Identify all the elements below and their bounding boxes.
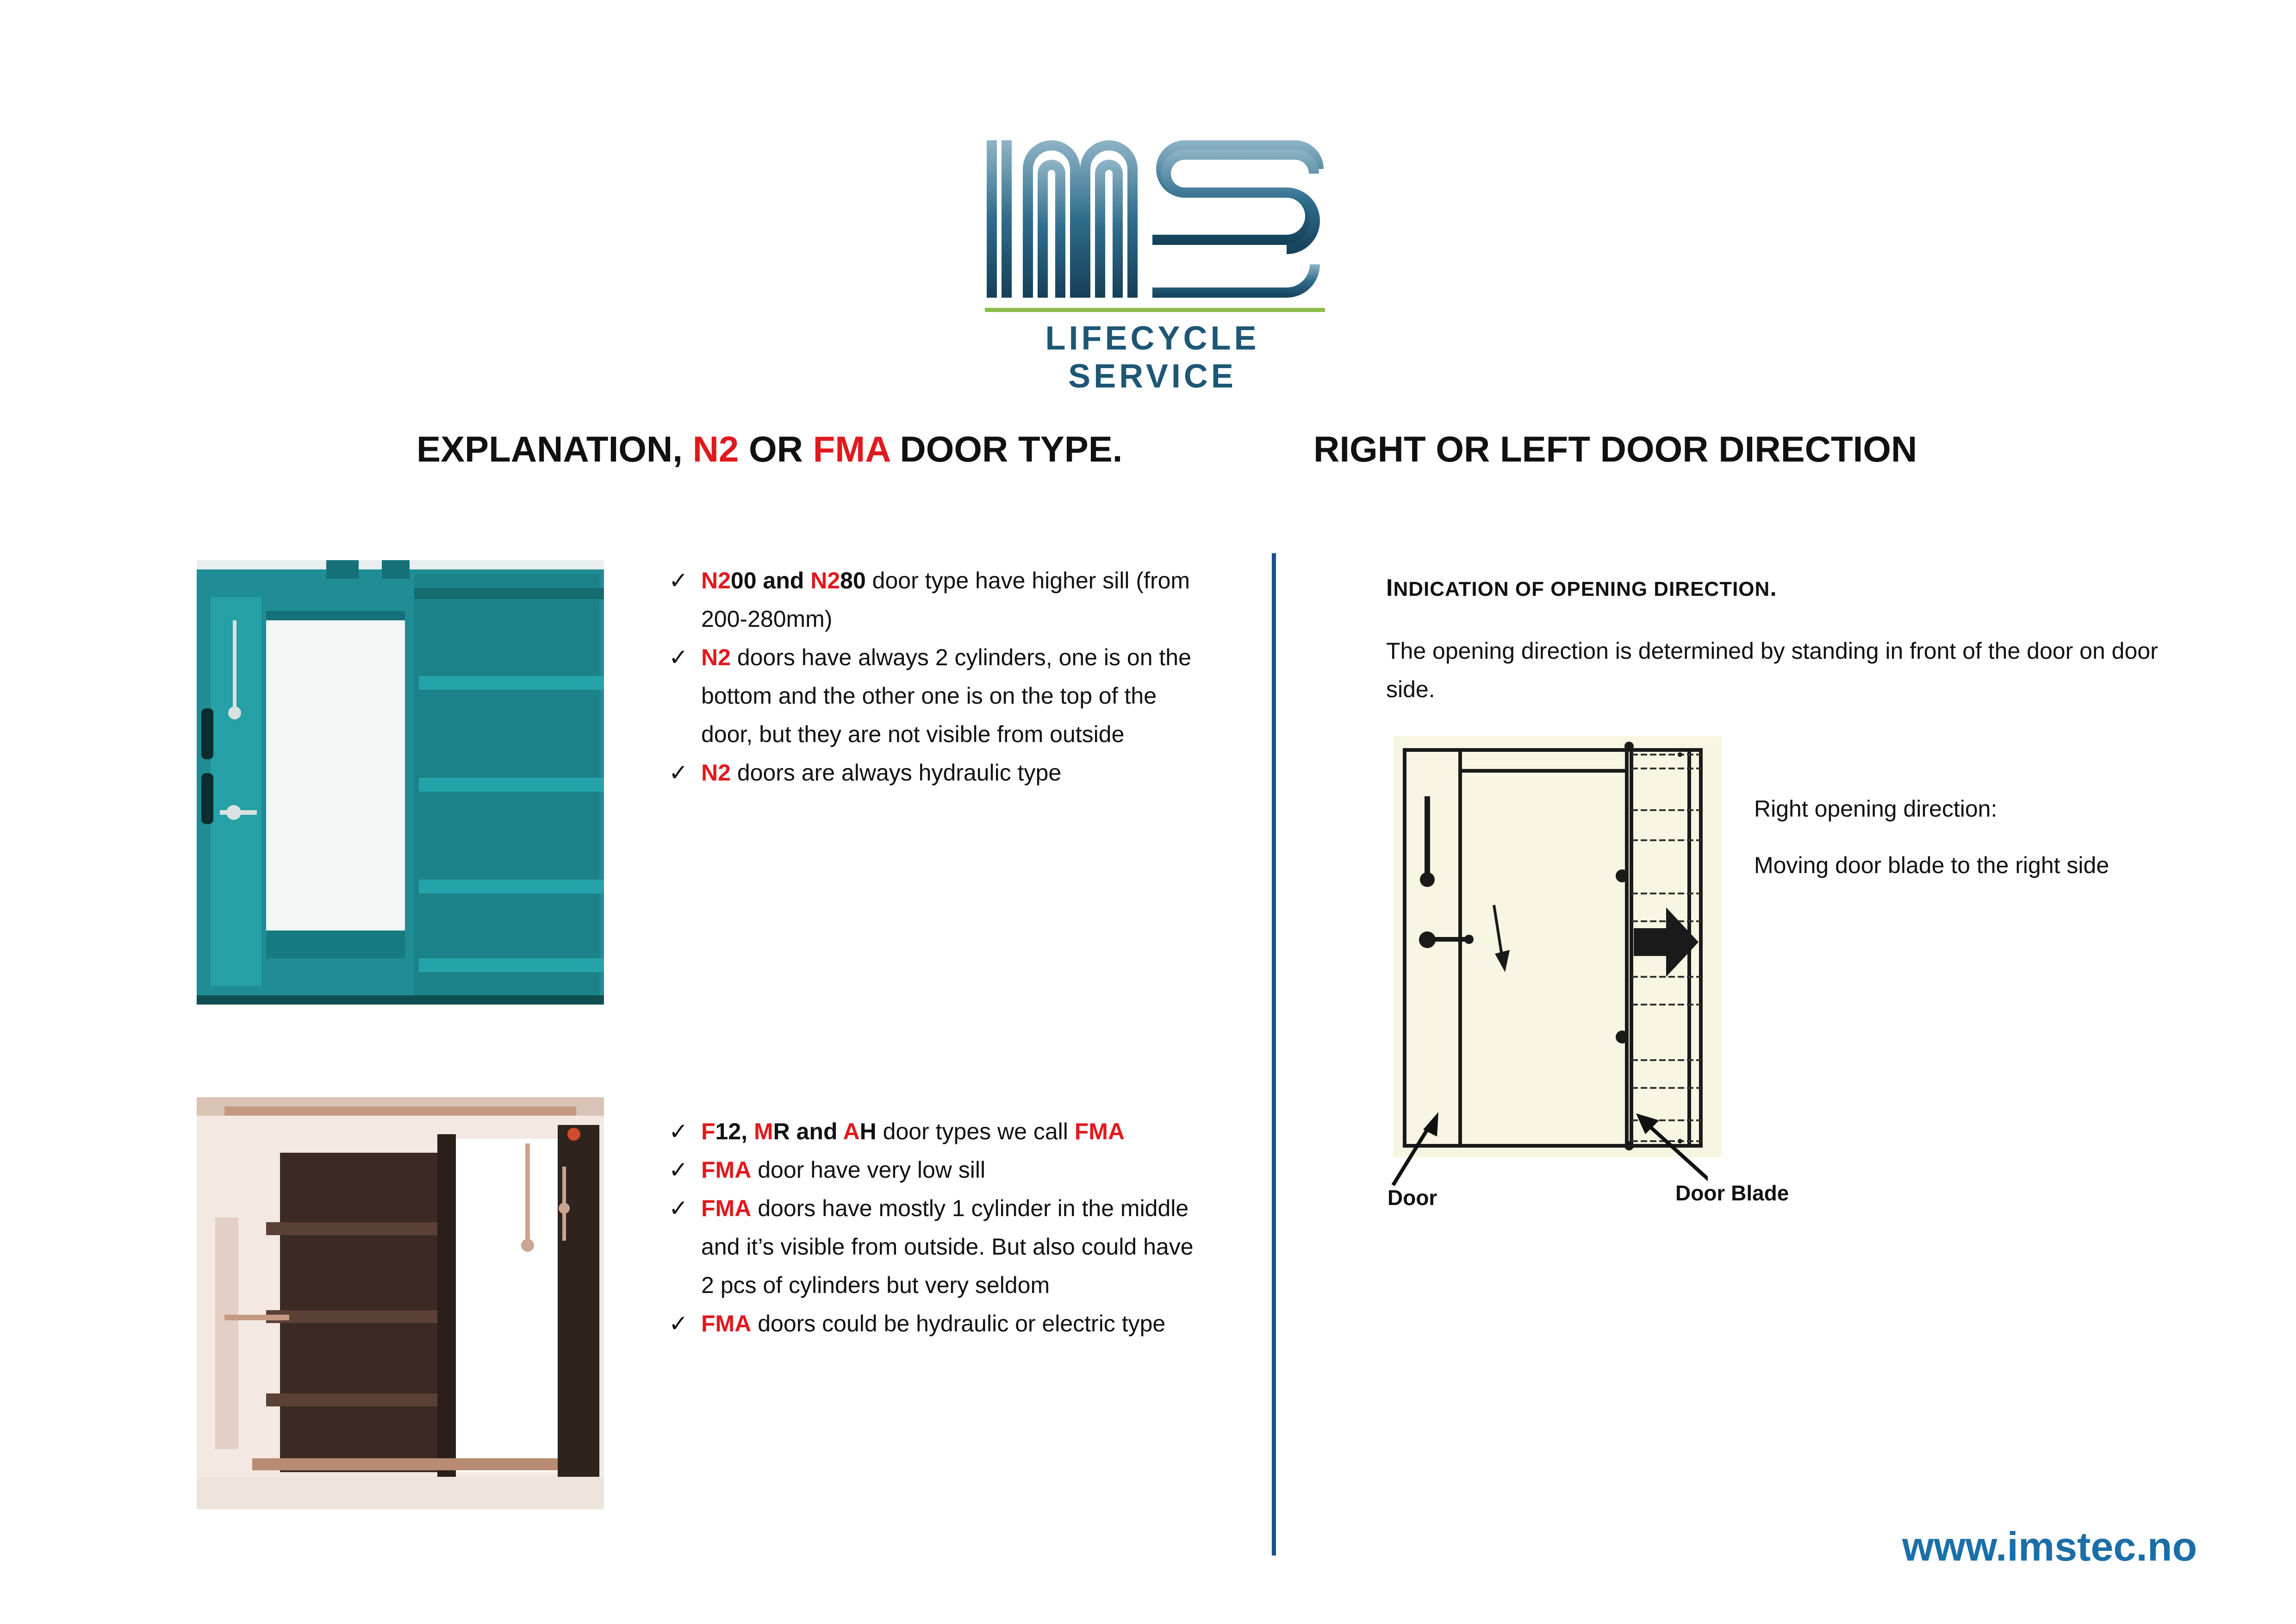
list-item: [669, 1151, 1201, 1189]
fma-bullet-list: [669, 1112, 1201, 1343]
list-item: [669, 1112, 1201, 1151]
heading-or: OR: [739, 429, 813, 469]
letter-f: F: [701, 1118, 716, 1144]
heading-n2: N2: [692, 429, 739, 469]
item-text: doors have mostly 1 cylinder in the middle and it’s visible from outside. But also could have 2 pcs of cylinders but very seldom: [701, 1195, 1194, 1298]
door-direction-diagram: [1393, 736, 1722, 1157]
logo-subtitle: LIFECYCLE SERVICE: [1045, 320, 1260, 395]
item-text: door type have higher sill (from 200-280mm): [701, 568, 1190, 632]
list-item: [669, 638, 1201, 754]
check-icon: ✓: [669, 568, 688, 593]
model-text: H: [859, 1118, 877, 1144]
heading-text: EXPLANATION,: [417, 429, 693, 469]
letter-m: M: [753, 1118, 773, 1144]
list-item: [669, 754, 1201, 792]
n2-door-photo: [197, 560, 604, 1005]
model-text: 80: [840, 568, 866, 593]
check-icon: ✓: [669, 1118, 688, 1144]
heading-fma: FMA: [813, 429, 890, 469]
item-text: doors are always hydraulic type: [730, 760, 1062, 786]
n2-code: N2: [810, 568, 840, 593]
item-text: door have very low sill: [751, 1157, 986, 1183]
check-icon: ✓: [669, 760, 688, 786]
model-text: R and: [773, 1118, 843, 1144]
n2-code: N2: [701, 568, 731, 593]
moving-blade-label: Moving door blade to the right side: [1754, 852, 2109, 878]
list-item: [669, 1189, 1201, 1305]
model-text: 12,: [715, 1118, 754, 1144]
title-initial: I: [1386, 575, 1394, 601]
n2-bullet-list: [669, 562, 1201, 792]
indication-paragraph: The opening direction is determined by standing in front of the door on door side.: [1386, 638, 2158, 702]
check-icon: ✓: [669, 1311, 688, 1337]
fma-door-photo: [197, 1097, 604, 1509]
heading-door-type: DOOR TYPE.: [890, 429, 1123, 469]
n2-code: N2: [701, 760, 731, 786]
column-divider: [1272, 553, 1276, 1555]
item-text: door types we call: [876, 1118, 1075, 1144]
check-icon: ✓: [669, 644, 688, 670]
right-heading: RIGHT OR LEFT DOOR DIRECTION: [1313, 429, 1917, 469]
fma-code: FMA: [1074, 1118, 1125, 1144]
fma-code: FMA: [701, 1311, 752, 1337]
letter-a: A: [843, 1118, 860, 1144]
model-text: 00 and: [730, 568, 811, 593]
label-arrows: [1384, 1102, 1708, 1194]
left-heading: [417, 428, 1122, 470]
item-text: doors have always 2 cylinders, one is on the bottom and the other one is on the top of the door, but they are not visible from outside: [701, 644, 1191, 747]
fma-code: FMA: [701, 1195, 752, 1221]
website-link[interactable]: www.imstec.no: [1902, 1524, 2197, 1569]
title-dot: .: [1770, 575, 1777, 601]
door-blade-label: Door Blade: [1675, 1181, 1789, 1205]
right-opening-label: Right opening direction:: [1754, 796, 1997, 822]
list-item: [669, 1305, 1201, 1343]
indication-title: [1386, 574, 1777, 602]
n2-code: N2: [701, 644, 731, 670]
door-label: Door: [1388, 1186, 1437, 1210]
fma-code: FMA: [701, 1157, 752, 1183]
list-item: [669, 562, 1201, 638]
item-text: doors could be hydraulic or electric type: [751, 1311, 1166, 1337]
check-icon: ✓: [669, 1157, 688, 1183]
title-rest: NDICATION OF OPENING DIRECTION: [1393, 578, 1770, 600]
check-icon: ✓: [669, 1195, 688, 1221]
